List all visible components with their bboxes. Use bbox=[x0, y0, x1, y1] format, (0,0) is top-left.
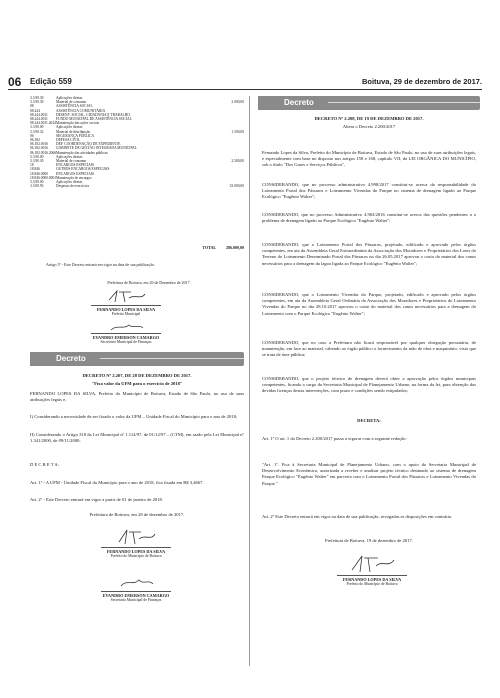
signature-block bbox=[322, 552, 422, 586]
budget-total bbox=[30, 245, 244, 250]
budget-desc: DEFESA CIVIL bbox=[56, 138, 80, 143]
consideration-3: CONSIDERANDO, que o Loteamento Portal dos Pássaros, projetado, edificado e aprovado pelos órgãos competentes, em ata da Assembleia Geral Extraordinária da Associação dos Moradores e Proprietários dos Lotes do Terreno do Loteamento Denominado Portal dos Pássaros no dia 26.05.2017 aprovou o custo do material dos canos necessários para a drenagem da lagoa ligada ao Parque Ecológico "Eugênio Walter"; bbox=[262, 242, 476, 266]
signer-name: FERNANDO LOPES DA SILVA bbox=[96, 307, 156, 312]
signer-role: Prefeito Municipal bbox=[111, 312, 141, 316]
total-label: TOTAL bbox=[202, 245, 216, 250]
article-1-quote: "Art. 1º. Fica à Secretaria Municipal de Planejamento Urbano, com o apoio da Secretaria Municipal de Desenvolvimento Econômico, autorizada a receber e analisar projeto técnico destinado ao sistema de drenagem Parque Ecológico "Eugênio Walter" em parceria com o Loteamento Portal dos Pássaros e Loteamento Vivendas do Parque." bbox=[262, 462, 476, 486]
budget-code: 18 bbox=[30, 163, 34, 168]
consideration-4: CONSIDERANDO, que o Loteamento Vivendas do Parque, projetado, edificado e aprovado pelos órgãos competentes, em ata da Assembleia Geral Ordinária da Associação dos Moradores e Proprietários do Loteamento Vivendas do Parque no dia 28.10.2017 aprovou o custo do material dos canos necessários para a drenagem do Loteamento com o Parque Ecológico "Eugênio Walter"; bbox=[262, 292, 476, 316]
signer-role: Secretário Municipal de Finanças bbox=[100, 340, 152, 344]
consideration-1: I) Considerando a necessidade de ser fixado o valor da UFM – Unidade Fiscal do Município para o ano de 2018; bbox=[30, 414, 238, 419]
budget-code: 08.244.0011 bbox=[30, 117, 48, 122]
budget-code: 3.3.90.00 bbox=[30, 125, 44, 130]
page-header bbox=[8, 76, 492, 88]
decree-intro: FERNANDO LOPES DA SILVA, Prefeito do Município de Boituva, Estado de São Paulo, no uso de suas atribuições legais e, bbox=[30, 391, 244, 403]
budget-code: 18.846.0000 bbox=[30, 171, 48, 176]
budget-desc: DESENV. SOCIAL, CIDADANIA E TRABALHO bbox=[56, 112, 130, 117]
consideration-6: CONSIDERANDO, que o projeto técnico de drenagem deverá obter a aprovação pelos órgãos municipais competentes, ficando a cargo da Secretaria Municipal de Planejamento Urbano, na forma da lei, para obtenção das devidas licenças destas intervenções, com prazo e condições sendo estipulados; bbox=[262, 376, 476, 394]
total-value: 286.000,00 bbox=[226, 245, 244, 250]
decree-preamble: Fernando Lopes da Silva, Prefeito do Município de Boituva, Estado de São Paulo, no uso de suas atribuições legais, e especialmente com base no disposto nos artigos 158 e 168, capítulo VII, da LEI ORGÂNICA DO MUNICÍPIO, sob o título "Dos Gases e Serviços Públicos", bbox=[262, 150, 476, 168]
budget-desc: SEGURANÇA PÚBLICA bbox=[56, 133, 95, 138]
decree-title: DECRETO Nº 2.207, DE 28 DE DEZEMBRO DE 2017. bbox=[82, 373, 192, 378]
budget-desc: ENCARGOS ESPECIAIS bbox=[56, 171, 95, 176]
budget-desc: Material de consumo bbox=[56, 159, 87, 164]
article-2: Art. 2º - Este Decreto entrará em vigor a partir de 01 de janeiro de 2018. bbox=[30, 497, 163, 502]
budget-table bbox=[30, 96, 244, 188]
budget-code: 3.3.90.00 bbox=[30, 154, 44, 159]
budget-desc: Aplicações diretas bbox=[56, 154, 83, 159]
consideration-2: II) Considerando o Artigo 318 da Lei Municipal nº 1.114/97, de 01/12/97 – (CTM), em razão pela Lei Municipal nº 1.341/2000, de 09/11/2000; bbox=[30, 432, 244, 444]
consideration-5: CONSIDERANDO, que no caso a Prefeitura não ficará responsável por qualquer obrigação pecuniária, de manutenção, em face ao material, cabendo ao órgão público o fornecimento da mão de obra e maquinário, visto que se trata de área pública; bbox=[262, 340, 476, 358]
budget-desc: FUNDO MUNICIPAL DE ASSISTÊNCIA SOCIAL bbox=[56, 117, 132, 122]
budget-desc: Manutenção de encargos bbox=[56, 175, 92, 180]
budget-code: 3.3.90.39 bbox=[30, 100, 44, 105]
budget-desc: DEF. COORDENAÇÃO DE EXPEDIENTE bbox=[56, 142, 121, 147]
column-divider bbox=[249, 96, 250, 666]
signer-role: Secretaria Municipal de Finanças bbox=[110, 598, 162, 602]
decree-city-date: Prefeitura de Boituva, em 28 de dezembro de 2017. bbox=[89, 512, 185, 517]
budget-row bbox=[30, 184, 244, 188]
article-2: Art. 2º Este Decreto entrará em vigor na data de sua publicação, revogadas as disposições em contrário. bbox=[262, 514, 453, 519]
signature-block bbox=[86, 576, 186, 602]
signer-name: EVANDRO EMERSON CAMARGO bbox=[102, 593, 170, 598]
budget-code: 08 bbox=[30, 104, 34, 109]
signer-name: FERNANDO LOPES DA SILVA bbox=[342, 577, 402, 582]
budget-code: 08.244.0011.2024 bbox=[30, 121, 56, 126]
article-1: Art. 1º O art. 1 do Decreto 2.200/2017 passa a vigorar com a seguinte redação: bbox=[262, 436, 407, 441]
budget-code: 18.846 bbox=[30, 167, 40, 172]
budget-code: 06.182.0016 bbox=[30, 146, 48, 151]
budget-desc: Manutenção das ações sociais bbox=[56, 121, 100, 126]
budget-value: 1.500,00 bbox=[231, 129, 244, 134]
page-number: 06 bbox=[8, 75, 22, 89]
handwritten-signature bbox=[101, 322, 151, 332]
decreta-heading: DECRETA: bbox=[357, 418, 381, 423]
header-date: Boituva, 29 de dezembro de 2017. bbox=[361, 77, 482, 86]
budget-value: 2.000,00 bbox=[231, 100, 244, 105]
consideration-1: CONSIDERANDO, que no processo administrativo 4.998/2017 constitui-se acerca da responsabilidade do Loteamento Portal dos Pássaros e Loteamento Vivendas do Parque no sistema de drenagem ligado ao Parque Ecológico "Eugênio Walter"; bbox=[262, 182, 476, 200]
budget-value: 33.000,00 bbox=[229, 184, 244, 189]
budget-desc: Aplicações diretas bbox=[56, 96, 83, 100]
budget-city-date: Prefeitura de Boituva, em 29 de Dezembro de 2017. bbox=[107, 280, 191, 285]
decree-subtitle: Altera o Decreto 2.200/2017 bbox=[342, 124, 396, 129]
budget-desc: Despesas de exercícios bbox=[56, 184, 90, 189]
budget-desc: Aplicações diretas bbox=[56, 125, 83, 130]
signer-role: Prefeito do Município de Boituva bbox=[346, 582, 398, 586]
handwritten-signature bbox=[101, 288, 151, 304]
consideration-2: CONSIDERANDO, que no processo Administrativo 4.963/2016 constitui-se acerca das questões pendentes a o problema de drenagem ligado ao Parque Ecológico "Eugênio Walter"; bbox=[262, 212, 476, 224]
budget-value: 2.500,00 bbox=[231, 159, 244, 164]
budget-code: 08.244 bbox=[30, 108, 40, 113]
budget-code: 3.3.90.30 bbox=[30, 96, 44, 100]
header-divider bbox=[8, 89, 482, 90]
decreta-heading: D E C R E T A: bbox=[30, 462, 59, 467]
budget-desc: Material de distribuição bbox=[56, 129, 91, 134]
budget-desc: Manutenção das atividades públicas bbox=[56, 150, 108, 155]
handwritten-signature bbox=[111, 526, 161, 546]
budget-code: 06.182 bbox=[30, 138, 40, 143]
handwritten-signature bbox=[111, 576, 161, 590]
budget-desc: ASSISTÊNCIA SOCIAL bbox=[56, 104, 93, 109]
budget-code: 3.3.90.93 bbox=[30, 184, 44, 189]
budget-desc: Aplicações diretas bbox=[56, 180, 83, 185]
banner-label: Decreto bbox=[284, 98, 314, 107]
handwritten-signature bbox=[344, 552, 400, 574]
budget-desc: ASSISTÊNCIA COMUNITÁRIA bbox=[56, 108, 106, 113]
budget-desc: GABINETE DE GESTÃO INTEGRADA MUNICIPAL bbox=[56, 146, 137, 151]
budget-desc: Material de consumo bbox=[56, 100, 87, 105]
budget-desc: ENCARGOS ESPECIAIS bbox=[56, 163, 95, 168]
article-1: Art. 1º - A UFM - Unidade Fiscal do Município para o ano de 2018, fica fixada em R$ 3,4667. bbox=[30, 480, 204, 485]
budget-code: 3.3.90.32 bbox=[30, 129, 44, 134]
budget-code: 06.182.0016.2066 bbox=[30, 150, 57, 155]
budget-code: 3.3.90.00 bbox=[30, 180, 44, 185]
section-banner bbox=[30, 352, 244, 366]
budget-code: 18.846.0000.0001 bbox=[30, 175, 57, 180]
budget-code: 08.244.0011 bbox=[30, 112, 48, 117]
decree-city-date: Prefeitura de Boituva, 19 de dezembro de 2017. bbox=[325, 538, 413, 543]
budget-desc: OUTROS ENCARGOS ESPECIAIS bbox=[56, 167, 110, 172]
signature-block bbox=[86, 526, 186, 558]
signature-block bbox=[76, 322, 176, 344]
budget-article: Artigo 3º - Este Decreto entrará em vigor na data de sua publicação. bbox=[46, 262, 155, 267]
signature-block bbox=[76, 288, 176, 316]
section-banner bbox=[258, 96, 480, 110]
signer-role: Prefeito do Município de Boituva bbox=[110, 554, 162, 558]
signer-name: EVANDRO EMERSON CAMARGO bbox=[92, 335, 160, 340]
edition-label: Edição 559 bbox=[30, 77, 72, 86]
budget-code: 06.182.0016 bbox=[30, 142, 48, 147]
decree-title: DECRETO Nº 2.208, DE 19 DE DEZEMBRO DE 2017. bbox=[314, 116, 424, 121]
banner-label: Decreto bbox=[56, 354, 86, 363]
budget-code: 06 bbox=[30, 133, 34, 138]
signer-name: FERNANDO LOPES DA SILVA bbox=[106, 549, 166, 554]
decree-subtitle: "Fixa valor da UFM para o exercício de 2018" bbox=[91, 381, 183, 386]
budget-code: 3.3.90.30 bbox=[30, 159, 44, 164]
